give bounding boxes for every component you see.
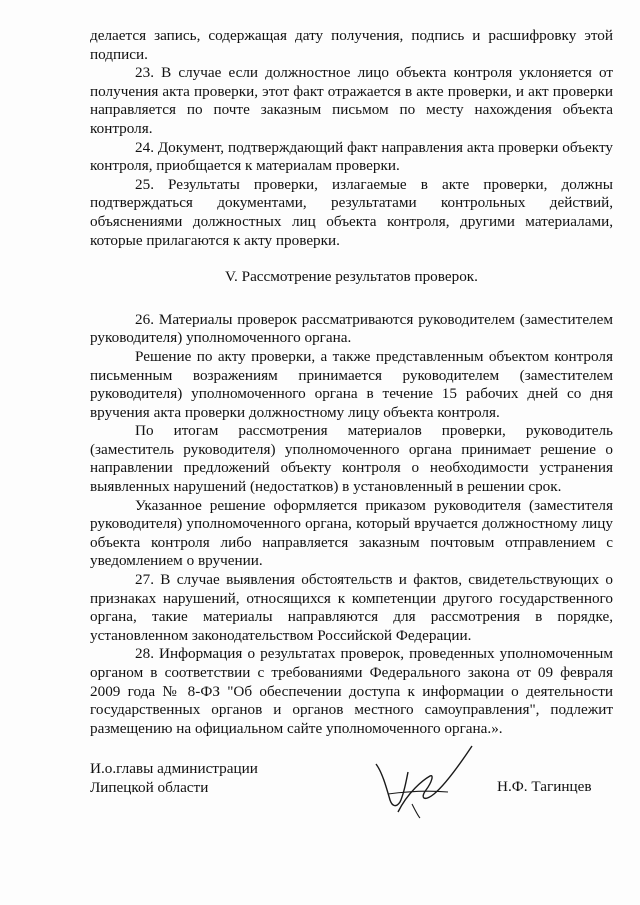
document-body — [90, 27, 613, 738]
paragraphs-top — [90, 27, 613, 250]
paragraph: 27. В случае выявления обстоятельств и фактов, свидетельствующих о признаках нарушений, относящихся к компетенции другого государственного органа, такие материалы направляются для рассмотрения в порядке, установленном законодательством Российской Федерации. — [90, 571, 613, 644]
handwritten-signature — [368, 742, 478, 820]
paragraph: По итогам рассмотрения материалов проверки, руководитель (заместитель руководителя) уполномоченного органа принимает решение о направлении предложений объекту контроля о необходимости устранения выявленных нарушений (недостатков) в установленный в решении срок. — [90, 422, 613, 496]
signatory-name: Н.Ф. Тагинцев — [497, 778, 592, 795]
position-line-2: Липецкой области — [90, 778, 209, 796]
paragraph: 24. Документ, подтверждающий факт направления акта проверки объекту контроля, приобщается к материалам проверки. — [90, 138, 613, 175]
paragraph: 23. В случае если должностное лицо объекта контроля уклоняется от получения акта проверки, этот факт отражается в акте проверки, и акт проверки направляется по почте заказным письмом по месту нахождения объекта контроля. — [90, 64, 613, 137]
paragraph: 28. Информация о результатах проверок, проведенных уполномоченным органом в соответствии с требованиями Федерального закона от 09 февраля 2009 года № 8-ФЗ "Об обеспечении доступа к информации о деятельности государственных органов и органов местного самоуправления", подлежит размещению на официальном сайте уполномоченного органа.». — [90, 645, 613, 737]
paragraph: 26. Материалы проверок рассматриваются руководителем (заместителем руководителя) уполномоченного органа. — [90, 310, 613, 347]
position-line-1: И.о.главы администрации — [90, 760, 258, 777]
section-heading: V. Рассмотрение результатов проверок. — [225, 268, 478, 286]
paragraph: 25. Результаты проверки, излагаемые в акте проверки, должны подтверждаться документами, результатами контрольных действий, объяснениями должностных лиц объекта контроля, другими материалами, которые прилагаются к акту проверки. — [90, 175, 613, 249]
paragraph: Решение по акту проверки, а также представленным объектом контроля письменным возражениям принимается руководителем (заместителем руководителя) уполномоченного органа в течение 15 рабочих дней со дня вручения акта проверки должностному лицу объекта контроля. — [90, 347, 613, 421]
paragraph: делается запись, содержащая дату получения, подпись и расшифровку этой подписи. — [90, 27, 613, 63]
paragraphs-bottom — [90, 311, 613, 739]
signatory-position — [90, 760, 350, 797]
paragraph: Указанное решение оформляется приказом руководителя (заместителя руководителя) уполномоченного органа, который вручается должностному лицу объекта контроля либо направляется заказным почтовым отправлением с уведомлением о вручении. — [90, 496, 613, 570]
